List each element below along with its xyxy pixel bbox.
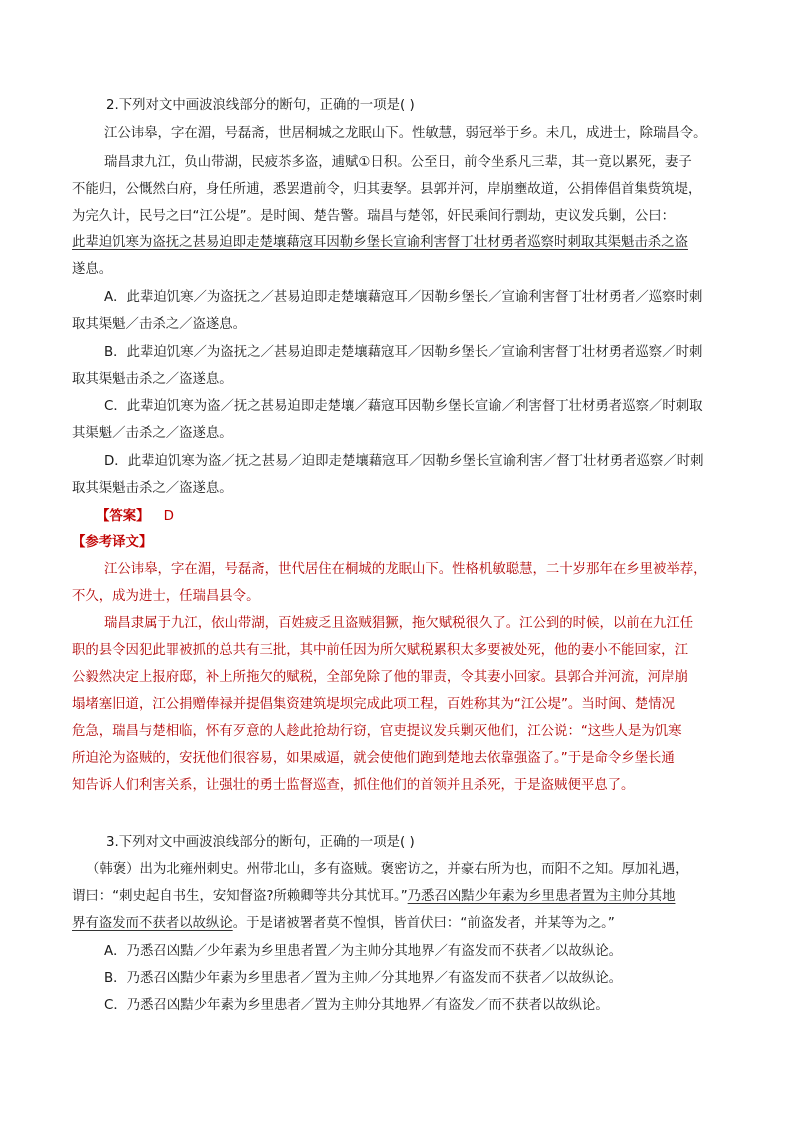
answer-row — [96, 507, 756, 527]
q2-wavy-text: 此辈迫饥寒为盗抚之甚易迫即走楚壤藉寇耳因勒乡堡长宣谕利害督丁壮材勇者巡察时刺取其渠魁击杀之盗 — [72, 235, 688, 250]
translation-line: 所迫沦为盗贼的，安抚他们很容易，如果威逼，就会使他们跑到楚地去依靠强盗了。”于是命令乡堡长通 — [72, 751, 675, 766]
q3-option-b: B．乃悉召凶黠少年素为乡里患者／置为主帅／分其地界／有盗发而不获者／以故纵论。 — [104, 971, 623, 986]
q2-option-c-cont: 其渠魁／击杀之／盗遂息。 — [72, 426, 233, 441]
q3-passage-line — [72, 914, 732, 934]
q2-option-d-cont: 取其渠魁击杀之／盗遂息。 — [72, 481, 233, 496]
q2-option-d: D．此辈迫饥寒为盗／抚之甚易／迫即走楚壤藉寇耳／因勒乡堡长宣谕利害／督丁壮材勇者巡察／时刺 — [104, 454, 704, 469]
q3-option-a: A．乃悉召凶黠／少年素为乡里患者置／为主帅分其地界／有盗发而不获者／以故纵论。 — [104, 944, 623, 959]
q2-passage-line: 为完久计，民号之曰“江公堤”。是时闽、楚告警。瑞昌与楚邻，奸民乘间行剽劫，吏议发兵剿，公曰： — [72, 209, 676, 224]
q2-passage-line: 江公讳皋，字在湄，号磊斋，世居桐城之龙眠山下。性敏慧，弱冠举于乡。未几，成进士，除瑞昌令。 — [104, 126, 707, 141]
q2-passage-line: 瑞昌隶九江，负山带湖，民疲苶多盗，逋赋①日积。公至日，前令坐系凡三辈，其一竟以累死，妻子 — [104, 155, 692, 170]
q3-passage-text: 谓曰：“刺史起自书生，安知督盗?所赖卿等共分其忧耳。” — [72, 889, 408, 904]
q2-passage-line: 不能归，公慨然白府，身任所逋，悉罢遣前令，归其妻孥。县郭并河，岸崩壅故道，公捐俸倡首集赀筑堤， — [72, 182, 702, 197]
q3-option-c: C．乃悉召凶黠少年素为乡里患者／置为主帅分其地界／有盗发／而不获者以故纵论。 — [104, 998, 609, 1013]
answer-value: D — [163, 509, 174, 524]
translation-line: 不久，成为进士，任瑞昌县令。 — [72, 589, 260, 604]
translation-line: 瑞昌隶属于九江，依山带湖，百姓疲乏且盗贼猖獗，拖欠赋税很久了。江公到的时候，以前在九江任 — [104, 616, 694, 631]
translation-line: 职的县令因犯此罪被抓的总共有三批，其中前任因为所欠赋税累积太多要被处死，他的妻小不能回家，江 — [72, 643, 688, 658]
q2-option-c: C．此辈迫饥寒为盗／抚之甚易迫即走楚壤／藉寇耳因勒乡堡长宣谕／利害督丁壮材勇者巡察／时刺取 — [104, 399, 703, 414]
q2-passage-line: 遂息。 — [72, 262, 113, 277]
translation-line: 江公讳皋，字在湄，号磊斋，世代居住在桐城的龙眠山下。性格机敏聪慧，二十岁那年在乡里被举荐， — [104, 562, 707, 577]
q3-passage-line — [72, 887, 732, 907]
q3-passage-text: 。于是诸被署者莫不惶惧，皆首伏曰：“前盗发者，并某等为之。” — [232, 916, 615, 931]
q2-option-a: A．此辈迫饥寒／为盗抚之／甚易迫即走楚壤藉寇耳／因勒乡堡长／宣谕利害督丁壮材勇者／巡察时刺 — [104, 290, 703, 305]
q3-wavy-text: 乃悉召凶黠少年素为乡里患者置为主帅分其地 — [407, 889, 676, 904]
q2-option-b: B．此辈迫饥寒／为盗抚之／甚易迫即走楚壤藉寇耳／因勒乡堡长／宣谕利害督丁壮材勇者巡察／时刺 — [104, 345, 703, 360]
translation-line: 塌堵塞旧道，江公捐赠俸禄并提倡集资建筑堤坝完成此项工程，百姓称其为“江公堤”。当时闽、楚情况 — [72, 697, 676, 712]
question-3-prompt: 3.下列对文中画波浪线部分的断句，正确的一项是( ) — [106, 835, 415, 850]
q3-passage-line: （韩褒）出为北雍州刺史。州带北山，多有盗贼。褒密访之，并豪右所为也，而阳不之知。厚加礼遇， — [86, 862, 689, 877]
q2-option-b-cont: 取其渠魁击杀之／盗遂息。 — [72, 372, 233, 387]
reference-translation-label — [72, 533, 732, 553]
translation-line: 危急，瑞昌与楚相临，怀有歹意的人趁此抢劫行窃，官吏提议发兵剿灭他们，江公说：“这些人是为饥寒 — [72, 724, 682, 739]
q3-wavy-text-cont: 界有盗发而不获者以故纵论 — [72, 916, 233, 931]
reference-label: 【参考译文】 — [72, 535, 153, 550]
question-2-prompt: 2.下列对文中画波浪线部分的断句，正确的一项是( ) — [106, 98, 415, 113]
q2-wavy-passage — [72, 233, 732, 253]
translation-line: 知告诉人们利害关系，让强壮的勇士监督巡查，抓住他们的首领并且杀死，于是盗贼便平息了。 — [72, 778, 635, 793]
answer-label: 【答案】 — [96, 509, 150, 524]
translation-line: 公毅然决定上报府邸，补上所拖欠的赋税，全部免除了他的罪责，令其妻小回家。县郭合并河流，河岸崩 — [72, 670, 688, 685]
q2-option-a-cont: 取其渠魁／击杀之／盗遂息。 — [72, 317, 247, 332]
